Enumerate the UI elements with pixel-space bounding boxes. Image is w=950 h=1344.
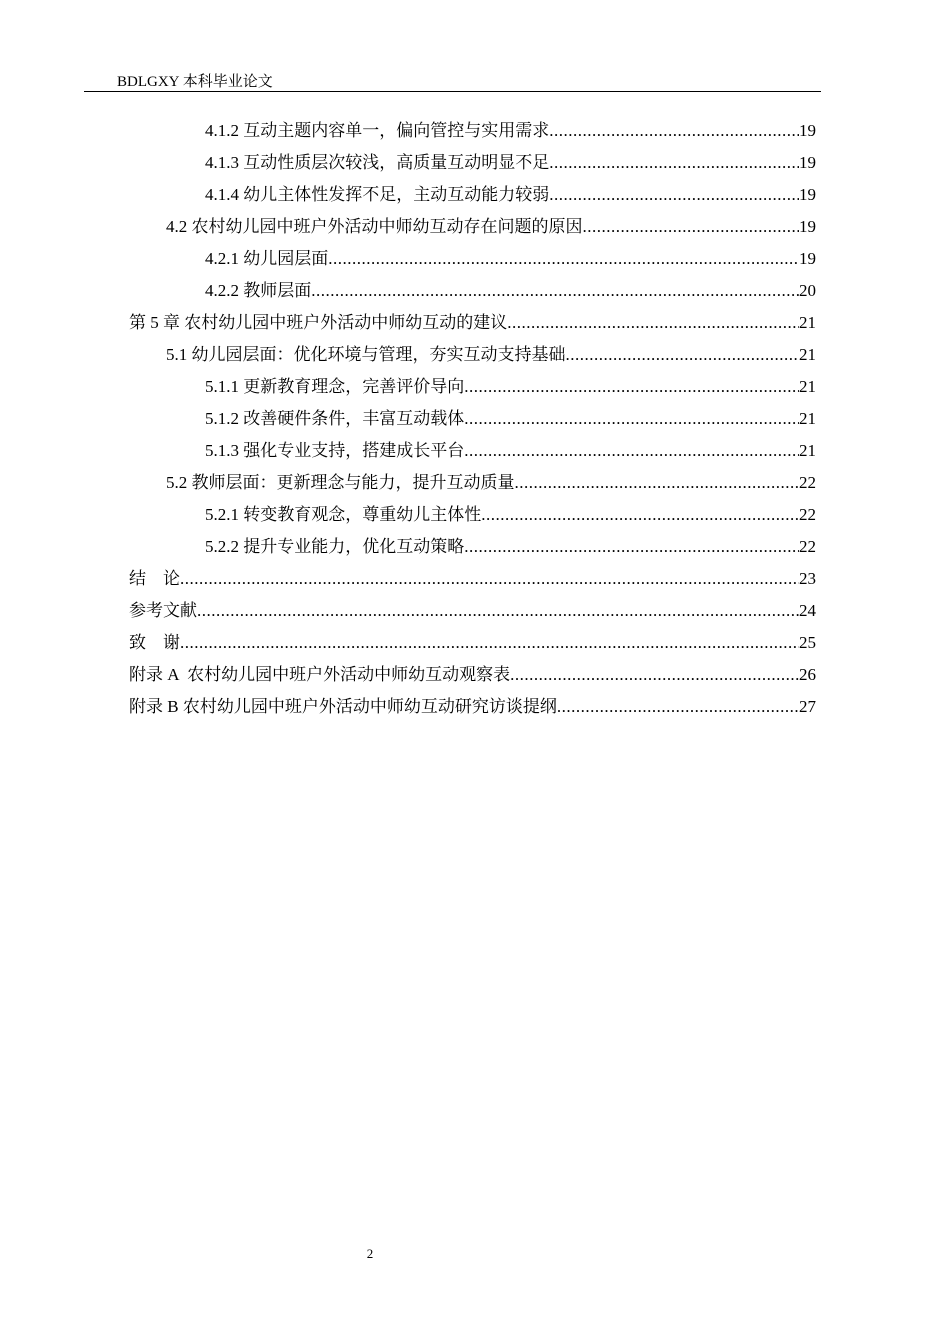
toc-leader-dots: [197, 595, 799, 627]
toc-entry[interactable]: [129, 403, 816, 435]
toc-entry-page: 19: [799, 185, 816, 204]
toc-entry[interactable]: [129, 659, 816, 691]
toc-leader-dots: [515, 467, 800, 499]
toc-entry-page: 22: [799, 537, 816, 556]
toc-leader-dots: [311, 275, 799, 307]
toc-entry-title: 5.1.3 强化专业支持，搭建成长平台: [205, 441, 465, 460]
toc-entry-title: 4.2.1 幼儿园层面: [205, 249, 329, 268]
toc-entry-page: 24: [799, 601, 816, 620]
toc-leader-dots: [557, 691, 799, 723]
header-divider: [84, 91, 821, 92]
toc-entry-page: 19: [799, 121, 816, 140]
toc-leader-dots: [549, 179, 799, 211]
page-header: [117, 72, 821, 92]
toc-entry[interactable]: [129, 627, 816, 659]
toc-entry-title: 致 谢: [129, 633, 180, 652]
toc-entry[interactable]: [129, 371, 816, 403]
toc-entry[interactable]: [129, 147, 816, 179]
toc-entry-title: 第 5 章 农村幼儿园中班户外活动中师幼互动的建议: [129, 313, 508, 332]
toc-leader-dots: [549, 115, 799, 147]
toc-entry-title: 5.1.2 改善硬件条件，丰富互动载体: [205, 409, 465, 428]
toc-entry-page: 21: [799, 441, 816, 460]
toc-entry-title: 5.2.2 提升专业能力，优化互动策略: [205, 537, 465, 556]
toc-entry[interactable]: [129, 563, 816, 595]
toc-leader-dots: [464, 531, 799, 563]
toc-entry-page: 23: [799, 569, 816, 588]
toc-leader-dots: [583, 211, 800, 243]
header-text: BDLGXY 本科毕业论文: [117, 74, 273, 90]
toc-leader-dots: [328, 243, 799, 275]
toc-entry-page: 25: [799, 633, 816, 652]
toc-entry-page: 26: [799, 665, 816, 684]
toc-entry-page: 22: [799, 505, 816, 524]
toc-entry-title: 结 论: [129, 569, 180, 588]
toc-entry-page: 19: [799, 217, 816, 236]
toc-entry-title: 5.2.1 转变教育观念，尊重幼儿主体性: [205, 505, 482, 524]
toc-entry-page: 21: [799, 345, 816, 364]
toc-entry-title: 4.2.2 教师层面: [205, 281, 312, 300]
toc-entry[interactable]: [129, 691, 816, 723]
toc-entry-title: 5.1 幼儿园层面：优化环境与管理，夯实互动支持基础: [166, 345, 566, 364]
toc-leader-dots: [566, 339, 800, 371]
toc-entry[interactable]: [129, 307, 816, 339]
toc-entry-page: 27: [799, 697, 816, 716]
toc-entry[interactable]: [129, 211, 816, 243]
toc-entry-page: 22: [799, 473, 816, 492]
toc-leader-dots: [507, 307, 799, 339]
toc-entry-title: 5.1.1 更新教育理念，完善评价导向: [205, 377, 465, 396]
toc-entry-title: 附录 B 农村幼儿园中班户外活动中师幼互动研究访谈提纲: [129, 697, 557, 716]
table-of-contents: [129, 115, 816, 723]
toc-entry[interactable]: [129, 435, 816, 467]
toc-entry-page: 20: [799, 281, 816, 300]
page-number: 2: [366, 1246, 374, 1261]
toc-leader-dots: [464, 403, 799, 435]
toc-leader-dots: [510, 659, 799, 691]
toc-entry[interactable]: [129, 115, 816, 147]
toc-entry[interactable]: [129, 499, 816, 531]
toc-entry-title: 4.1.4 幼儿主体性发挥不足，主动互动能力较弱: [205, 185, 550, 204]
toc-entry[interactable]: [129, 531, 816, 563]
toc-entry[interactable]: [129, 467, 816, 499]
toc-entry[interactable]: [129, 275, 816, 307]
toc-entry-title: 参考文献: [129, 601, 197, 620]
toc-entry-page: 21: [799, 377, 816, 396]
toc-entry-page: 21: [799, 409, 816, 428]
toc-leader-dots: [180, 627, 799, 659]
toc-leader-dots: [481, 499, 799, 531]
toc-leader-dots: [464, 371, 799, 403]
toc-entry-title: 4.2 农村幼儿园中班户外活动中师幼互动存在问题的原因: [166, 217, 583, 236]
toc-entry-page: 19: [799, 249, 816, 268]
toc-leader-dots: [549, 147, 799, 179]
toc-leader-dots: [464, 435, 799, 467]
toc-entry-title: 5.2 教师层面：更新理念与能力，提升互动质量: [166, 473, 515, 492]
toc-entry-title: 4.1.2 互动主题内容单一，偏向管控与实用需求: [205, 121, 550, 140]
toc-leader-dots: [180, 563, 799, 595]
toc-entry[interactable]: [129, 179, 816, 211]
toc-entry[interactable]: [129, 339, 816, 371]
toc-entry-page: 21: [799, 313, 816, 332]
toc-entry[interactable]: [129, 595, 816, 627]
toc-entry-title: 4.1.3 互动性质层次较浅，高质量互动明显不足: [205, 153, 550, 172]
toc-entry[interactable]: [129, 243, 816, 275]
toc-entry-page: 19: [799, 153, 816, 172]
toc-entry-title: 附录 A 农村幼儿园中班户外活动中师幼互动观察表: [129, 665, 511, 684]
